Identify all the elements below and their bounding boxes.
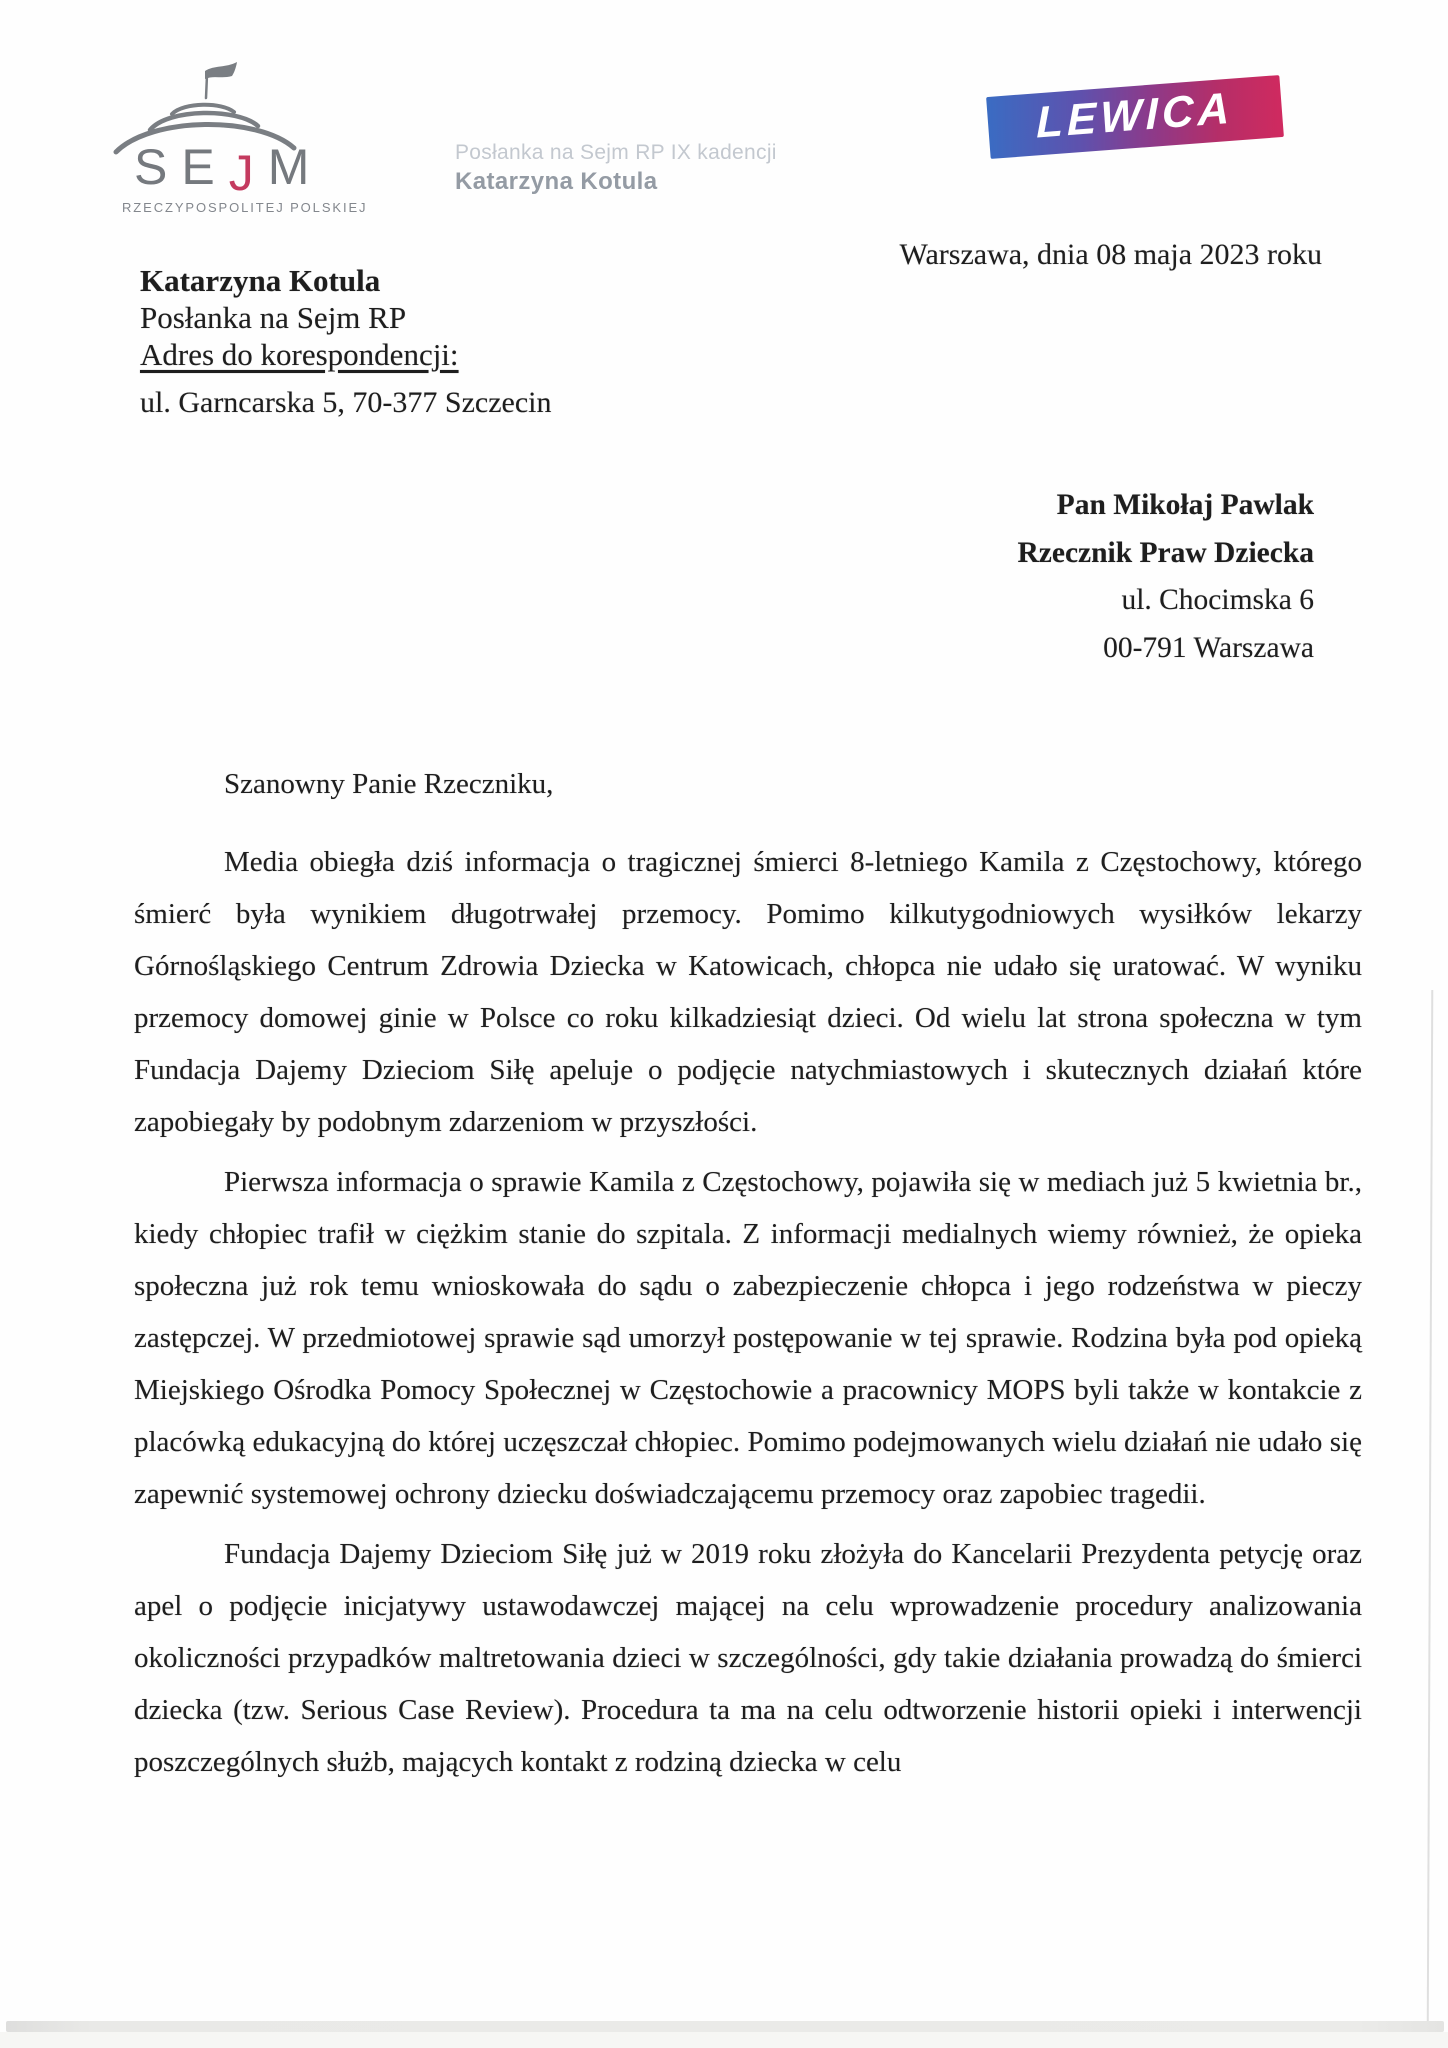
dateline: Warszawa, dnia 08 maja 2023 roku xyxy=(899,238,1322,271)
sender-role: Posłanka na Sejm RP xyxy=(140,300,407,335)
paragraph-1: Media obiegła dziś informacja o tragicznej śmierci 8-letniego Kamila z Częstochowy, którego śmierć była wynikiem długotrwałej przemocy. Pomimo kilkutygodniowych wysiłków lekarzy Górnośląskiego Centrum Zdrowia Dziecka w Katowicach, chłopca nie udało się uratować. W wyniku przemocy domowej ginie w Polsce co roku kilkadziesiąt dzieci. Od wielu lat strona społeczna w tym Fundacja Dajemy Dzieciom Siłę apeluje o podjęcie natychmiastowych i skutecznych działań które zapobiegały by podobnym zdarzeniom w przyszłości. xyxy=(134,846,1362,1138)
deputy-name: Katarzyna Kotula xyxy=(455,168,658,195)
salutation: Szanowny Panie Rzeczniku, xyxy=(224,768,554,800)
sejm-letter-e: E xyxy=(181,139,215,195)
letterhead-deputy-block xyxy=(455,141,777,196)
scan-artifact-right-edge xyxy=(1427,990,1434,2032)
sejm-logo xyxy=(110,58,368,223)
sejm-letter-s: S xyxy=(134,139,168,195)
sender-name: Katarzyna Kotula xyxy=(140,263,381,298)
recipient-name: Pan Mikołaj Pawlak xyxy=(1056,489,1314,521)
paragraph-3: Fundacja Dajemy Dzieciom Siłę już w 2019 roku złożyła do Kancelarii Prezydenta petycję oraz apel o podjęcie inicjatywy ustawodawczej mającej na celu wprowadzenie procedury analizowania okoliczności przypadków maltretowania dzieci w szczególności, gdy takie działania prowadzą do śmierci dziecka (tzw. Serious Case Review). Procedura ta ma na celu odtworzenie historii opieki i interwencji poszczególnych służb, mających kontakt z rodziną dziecka w celu xyxy=(134,1538,1362,1778)
sejm-letter-j: J xyxy=(228,145,254,201)
recipient-city: 00-791 Warszawa xyxy=(1103,631,1314,664)
lewica-wordmark: LEWICA xyxy=(1036,83,1234,148)
recipient-street: ul. Chocimska 6 xyxy=(1121,584,1314,616)
scan-artifact-bottom-band xyxy=(6,2021,1444,2032)
sejm-wordmark xyxy=(134,139,310,201)
recipient-block xyxy=(1017,482,1314,672)
lewica-logo xyxy=(986,75,1284,159)
deputy-role: Posłanka na Sejm RP IX kadencji xyxy=(455,141,777,164)
sender-block xyxy=(140,262,552,421)
paragraph-2: Pierwsza informacja o sprawie Kamila z Częstochowy, pojawiła się w mediach już 5 kwietnia br., kiedy chłopiec trafił w ciężkim stanie do szpitala. Z informacji medialnych wiemy również, że opieka społeczna już rok temu wnioskowała do sądu o zabezpieczenie chłopca i jego rodzeństwa w pieczy zastępczej. W przedmiotowej sprawie sąd umorzył postępowanie w tej sprawie. Rodzina była pod opieką Miejskiego Ośrodka Pomocy Społecznej w Częstochowie a pracownicy MOPS byli także w kontakcie z placówką edukacyjną do której uczęszczał chłopiec. Pomimo podejmowanych wielu działań nie udało się zapewnić systemowej ochrony dziecku doświadczającemu przemocy oraz zapobiec tragedii. xyxy=(134,1166,1362,1510)
sejm-letter-m: M xyxy=(267,139,310,195)
recipient-title: Rzecznik Praw Dziecka xyxy=(1017,536,1314,569)
sejm-subtitle: RZECZYPOSPOLITEJ POLSKIEJ xyxy=(122,200,368,215)
sender-address: ul. Garncarska 5, 70-377 Szczecin xyxy=(140,386,552,419)
letter-body xyxy=(134,758,1362,1796)
scan-artifact-bottom-shade xyxy=(0,2032,1448,2048)
sender-address-label: Adres do korespondencji: xyxy=(140,337,459,372)
